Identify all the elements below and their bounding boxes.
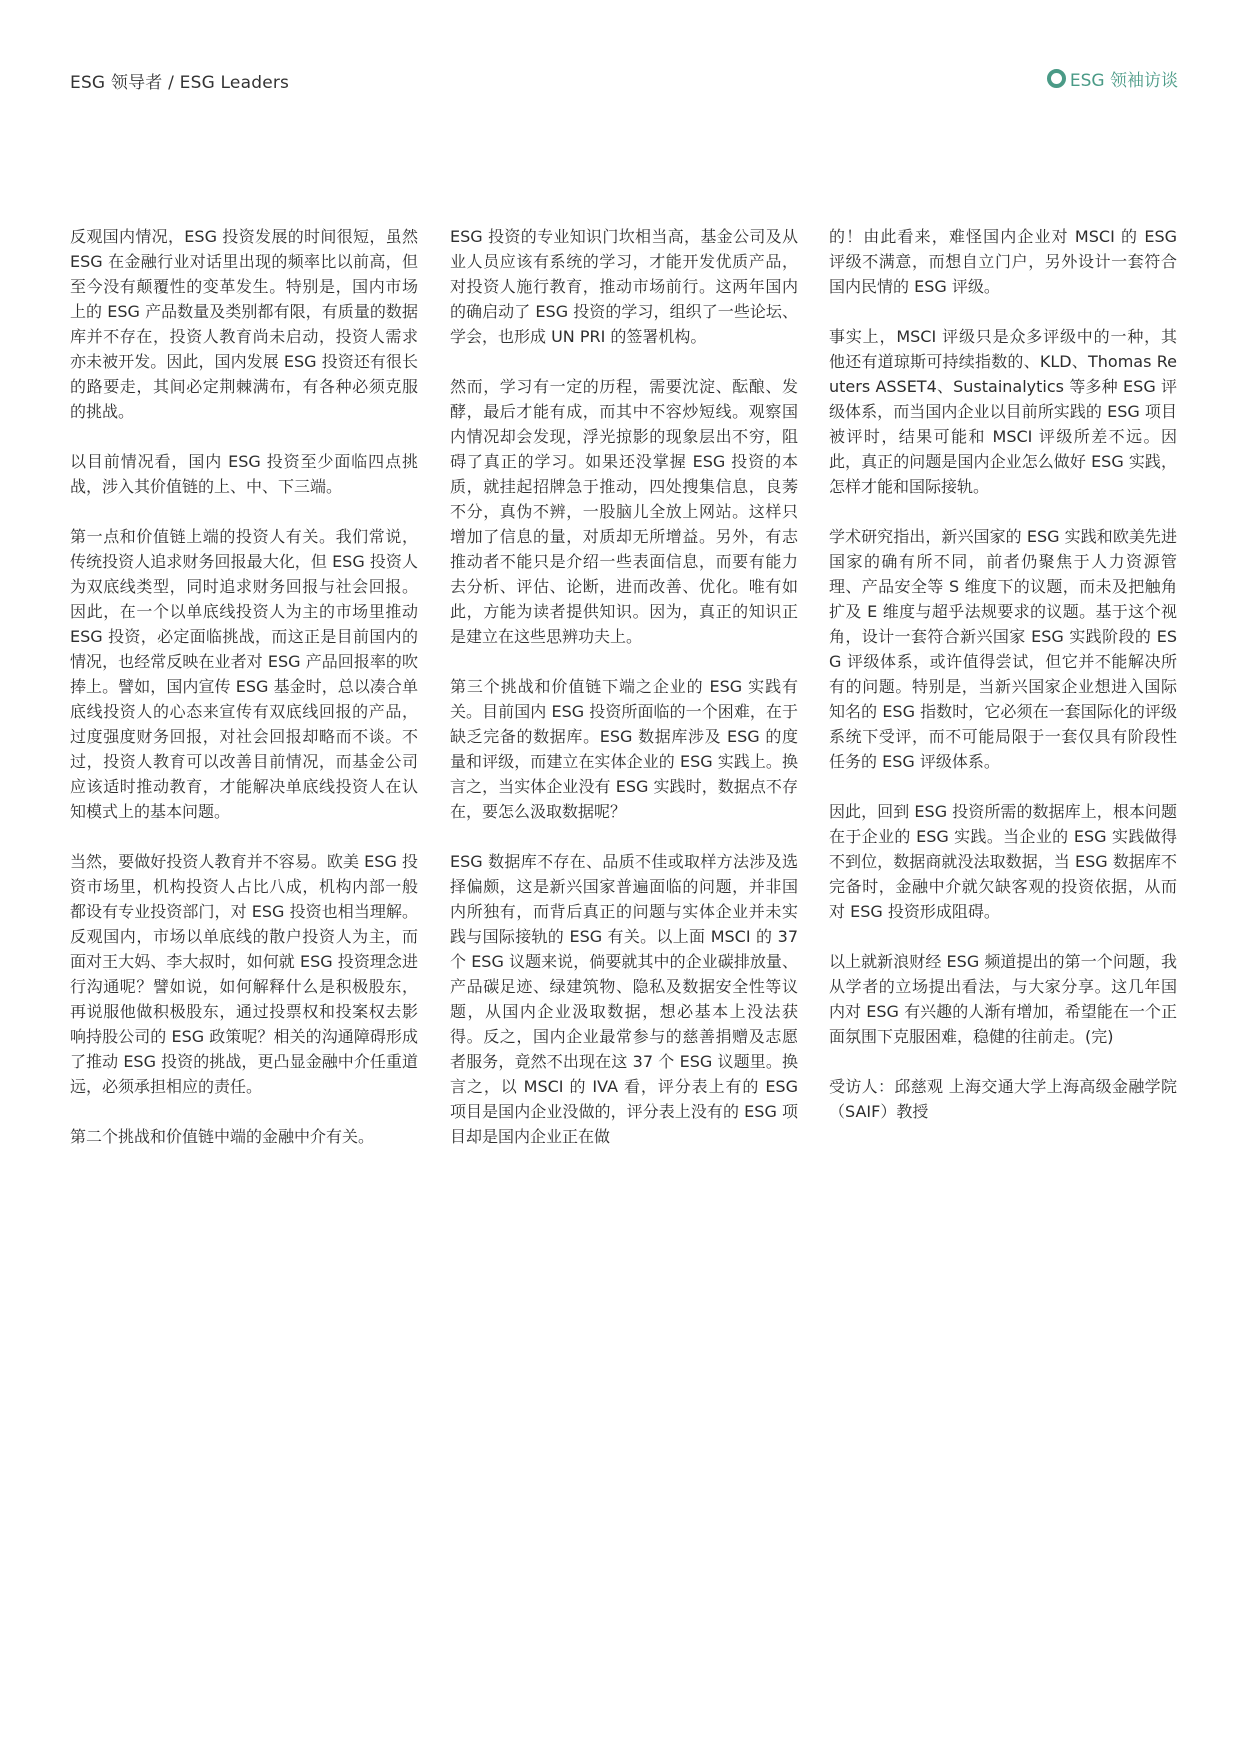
paragraph: 事实上，MSCI 评级只是众多评级中的一种，其他还有道琼斯可持续指数的、KLD、Thomas Reuters ASSET4、Sustainalytics 等多种 ESG 评级体系，而当国内企业以目前所实践的 ESG 项目被评时，结果可能和 MSCI 评级所差不远。因此，真正的问题是国内企业怎么做好 ESG 实践，怎样才能和国际接轨。	[829, 327, 1177, 496]
section-title: ESG 领导者 / ESG Leaders	[70, 73, 290, 93]
paragraph: 第二个挑战和价值链中端的金融中介有关。	[70, 1127, 375, 1146]
ring-icon	[1047, 69, 1066, 88]
paragraph: 的！由此看来，难怪国内企业对 MSCI 的 ESG 评级不满意，而想自立门户，另外设计一套符合国内民情的 ESG 评级。	[829, 227, 1177, 296]
paragraph: 然而，学习有一定的历程，需要沈淀、酝酿、发酵，最后才能有成，而其中不容炒短线。观察国内情况却会发现，浮光掠影的现象层出不穷，阻碍了真正的学习。如果还没掌握 ESG 投资的本质，就挂起招牌急于推动，四处搜集信息，良莠不分，真伪不辨，一股脑儿全放上网站。这样只增加了信息的量，对质却无所增益。另外，有志推动者不能只是介绍一些表面信息，而要有能力去分析、评估、论断，进而改善、优化。唯有如此，方能为读者提供知识。因为，真正的知识正是建立在这些思辨功夫上。	[450, 377, 798, 646]
paragraph: 第一点和价值链上端的投资人有关。我们常说，传统投资人追求财务回报最大化，但 ESG 投资人为双底线类型，同时追求财务回报与社会回报。因此，在一个以单底线投资人为主的市场里推动 ESG 投资，必定面临挑战，而这正是目前国内的情况，也经常反映在业者对 ESG 产品回报率的吹捧上。譬如，国内宣传 ESG 基金时，总以凑合单底线投资人的心态来宣传有双底线回报的产品，过度强度财务回报，对社会回报却略而不谈。不过，投资人教育可以改善目前情况，而基金公司应该适时推动教育，才能解决单底线投资人在认知模式上的基本问题。	[70, 527, 418, 821]
interviewee-credit: 受访人：邱慈观 上海交通大学上海高级金融学院（SAIF）教授	[829, 1077, 1177, 1121]
paragraph: 第三个挑战和价值链下端之企业的 ESG 实践有关。目前国内 ESG 投资所面临的一个困难，在于缺乏完备的数据库。ESG 数据库涉及 ESG 的度量和评级，而建立在实体企业的 ESG 实践上。换言之，当实体企业没有 ESG 实践时，数据点不存在，要怎么汲取数据呢？	[450, 677, 798, 821]
paragraph: 当然，要做好投资人教育并不容易。欧美 ESG 投资市场里，机构投资人占比八成，机构内部一般都设有专业投资部门，对 ESG 投资也相当理解。反观国内，市场以单底线的散户投资人为主，而面对王大妈、李大叔时，如何就 ESG 投资理念进行沟通呢？譬如说，如何解释什么是积极股东，再说服他做积极股东，通过投票权和投案权去影响持股公司的 ESG 政策呢？相关的沟通障碍形成了推动 ESG 投资的挑战，更凸显金融中介任重道远，必须承担相应的责任。	[70, 852, 418, 1096]
paragraph: 反观国内情况，ESG 投资发展的时间很短，虽然 ESG 在金融行业对话里出现的频率比以前高，但至今没有颠覆性的变革发生。特别是，国内市场上的 ESG 产品数量及类别都有限，有质量的数据库并不存在，投资人教育尚未启动，投资人需求亦未被开发。因此，国内发展 ESG 投资还有很长的路要走，其间必定荆棘满布，有各种必须克服的挑战。	[70, 227, 418, 421]
paragraph: 因此，回到 ESG 投资所需的数据库上，根本问题在于企业的 ESG 实践。当企业的 ESG 实践做得不到位，数据商就没法取数据，当 ESG 数据库不完备时，金融中介就欠缺客观的投资依据，从而对 ESG 投资形成阻碍。	[829, 802, 1177, 921]
column-label	[1047, 66, 1178, 91]
paragraph: 以目前情况看，国内 ESG 投资至少面临四点挑战，涉入其价值链的上、中、下三端。	[70, 452, 418, 496]
paragraph: 以上就新浪财经 ESG 频道提出的第一个问题，我从学者的立场提出看法，与大家分享。这几年国内对 ESG 有兴趣的人渐有增加，希望能在一个正面氛围下克服困难，稳健的往前走。(完)	[829, 952, 1177, 1046]
column-label-text: ESG 领袖访谈	[1069, 71, 1178, 91]
text-column-2	[450, 224, 798, 1174]
text-column-1	[70, 224, 418, 1174]
paragraph: ESG 数据库不存在、品质不佳或取样方法涉及选择偏颇，这是新兴国家普遍面临的问题，并非国内所独有，而背后真正的问题与实体企业并未实践与国际接轨的 ESG 有关。以上面 MSCI 的 37 个 ESG 议题来说，倘要就其中的企业碳排放量、产品碳足迹、绿建筑物、隐私及数据安全性等议题，从国内企业汲取数据，想必基本上没法获得。反之，国内企业最常参与的慈善捐赠及志愿者服务，竟然不出现在这 37 个 ESG 议题里。换言之，以 MSCI 的 IVA 看，评分表上有的 ESG 项目是国内企业没做的，评分表上没有的 ESG 项目却是国内企业正在做	[450, 852, 798, 1146]
text-column-3	[829, 224, 1177, 1149]
paragraph: ESG 投资的专业知识门坎相当高，基金公司及从业人员应该有系统的学习，才能开发优质产品，对投资人施行教育，推动市场前行。这两年国内的确启动了 ESG 投资的学习，组织了一些论坛、学会，也形成 UN PRI 的签署机构。	[450, 227, 798, 346]
paragraph: 学术研究指出，新兴国家的 ESG 实践和欧美先进国家的确有所不同，前者仍聚焦于人力资源管理、产品安全等 S 维度下的议题，而未及把触角扩及 E 维度与超乎法规要求的议题。基于这个视角，设计一套符合新兴国家 ESG 实践阶段的 ESG 评级体系，或许值得尝试，但它并不能解决所有的问题。特别是，当新兴国家企业想进入国际知名的 ESG 指数时，它必须在一套国际化的评级系统下受评，而不可能局限于一套仅具有阶段性任务的 ESG 评级体系。	[829, 527, 1177, 771]
